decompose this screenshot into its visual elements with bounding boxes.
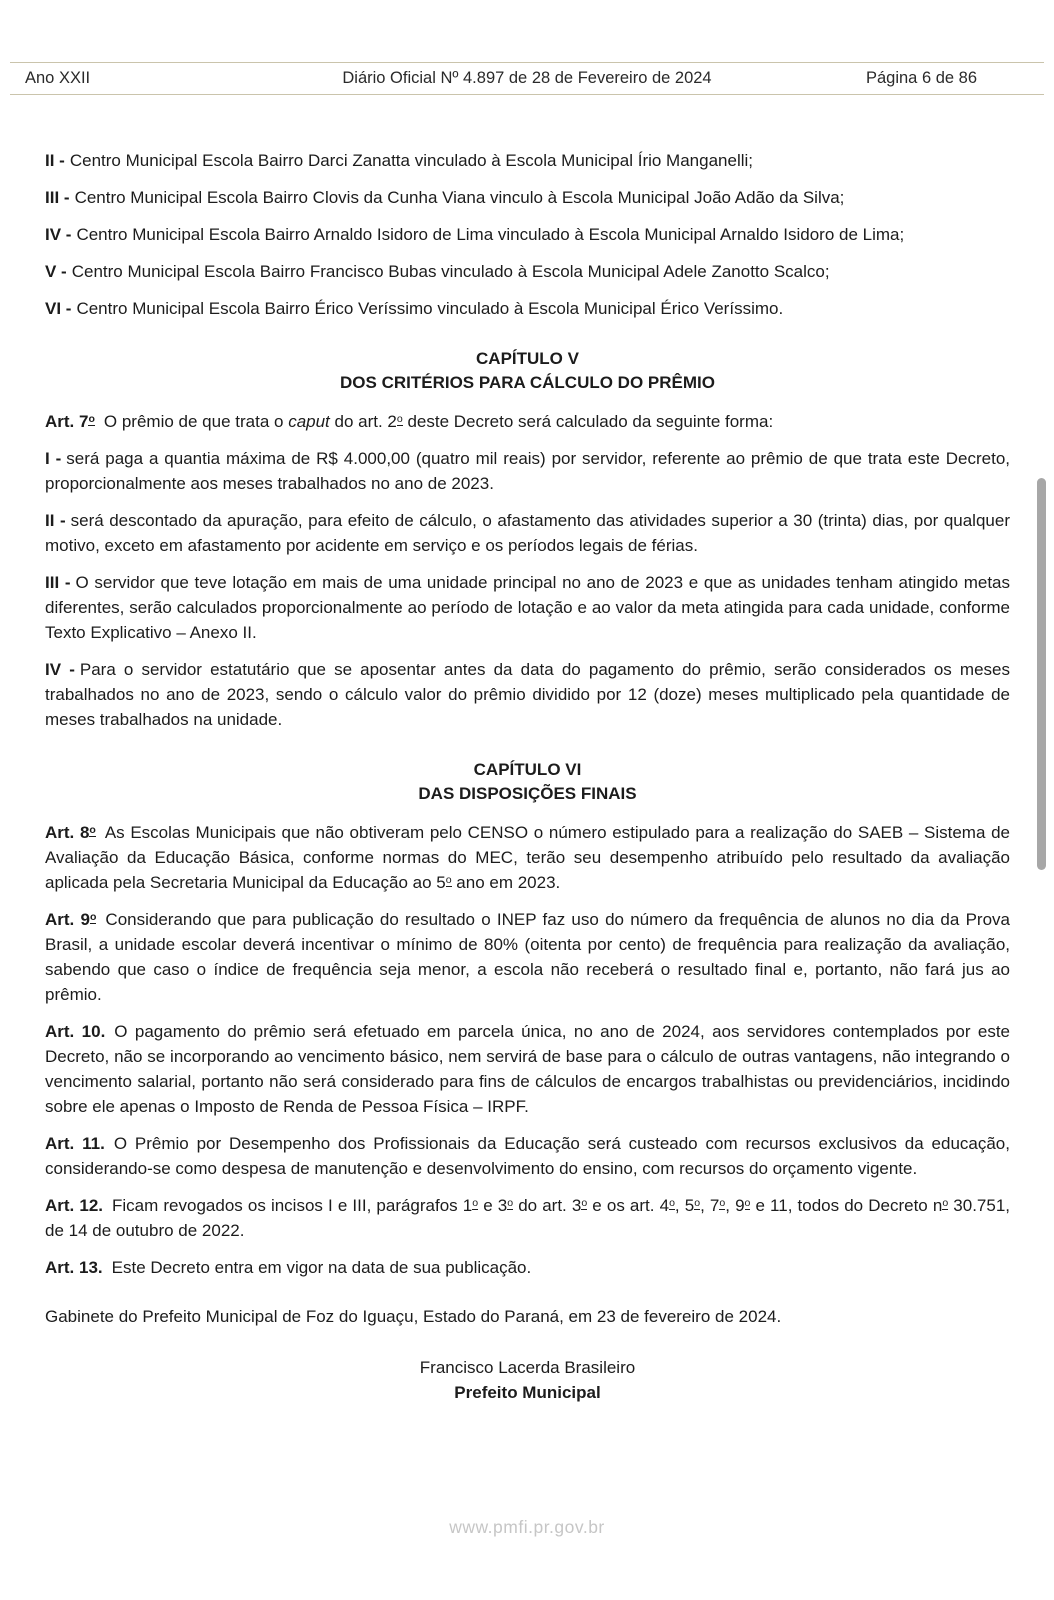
school-link-item	[45, 185, 1010, 210]
article-12	[45, 1193, 1010, 1243]
article-9	[45, 907, 1010, 1007]
vertical-scrollbar-thumb[interactable]	[1037, 478, 1046, 870]
footer-website: www.pmfi.pr.gov.br	[449, 1517, 605, 1537]
article-7	[45, 409, 1010, 434]
item-text: Centro Municipal Escola Bairro Érico Veríssimo vinculado à Escola Municipal Érico Veríssimo.	[76, 299, 784, 318]
article-label: Art. 12.	[45, 1196, 104, 1215]
school-link-item	[45, 148, 1010, 173]
criteria-item	[45, 446, 1010, 496]
criteria-item	[45, 657, 1010, 732]
chapter-subtitle: DAS DISPOSIÇÕES FINAIS	[418, 784, 637, 803]
criteria-item	[45, 508, 1010, 558]
article-text: O pagamento do prêmio será efetuado em parcela única, no ano de 2024, aos servidores contemplados por este Decreto, não se incorporando ao vencimento básico, nem servirá de base para o cálculo de outras vantagens, não integrando o vencimento salarial, portanto não será considerado para fins de cálculos de encargos trabalhistas ou previdenciários, incidindo sobre ele apenas o Imposto de Renda de Pessoa Física – IRPF.	[45, 1022, 1010, 1116]
closing-line: Gabinete do Prefeito Municipal de Foz do Iguaçu, Estado do Paraná, em 23 de fevereiro de 2024.	[45, 1307, 782, 1326]
gazette-page-indicator: Página 6 de 86	[865, 69, 977, 87]
item-text: Centro Municipal Escola Bairro Clovis da Cunha Viana vinculo à Escola Municipal João Adão da Silva;	[74, 188, 845, 207]
article-text: As Escolas Municipais que não obtiveram pelo CENSO o número estipulado para a realização do SAEB – Sistema de Avaliação da Educação Básica, conforme normas do MEC, terão seu desempenho atribuído pelo resultado da avaliação aplicada pela Secretaria Municipal da Educação ao 5o ano em 2023.	[45, 823, 1010, 892]
item-numeral: I -	[45, 449, 62, 468]
item-text: será paga a quantia máxima de R$ 4.000,00 (quatro mil reais) por servidor, referente ao prêmio de que trata este Decreto, proporcionalmente aos meses trabalhados no ano de 2023.	[45, 449, 1011, 493]
chapter-v-heading	[45, 347, 1010, 395]
item-numeral: IV -	[45, 660, 75, 679]
gazette-year: Ano XXII	[25, 69, 91, 87]
school-link-item	[45, 222, 1010, 247]
school-link-item	[45, 259, 1010, 284]
item-numeral: IV -	[45, 225, 72, 244]
item-text: Centro Municipal Escola Bairro Arnaldo Isidoro de Lima vinculado à Escola Municipal Arnaldo Isidoro de Lima;	[76, 225, 905, 244]
article-label: Art. 10.	[45, 1022, 106, 1041]
signature-name: Francisco Lacerda Brasileiro	[419, 1358, 636, 1377]
item-text: Centro Municipal Escola Bairro Darci Zanatta vinculado à Escola Municipal Írio Manganelli;	[69, 151, 753, 170]
article-13	[45, 1255, 1010, 1280]
item-text: Centro Municipal Escola Bairro Francisco Bubas vinculado à Escola Municipal Adele Zanotto Scalco;	[71, 262, 830, 281]
article-8	[45, 820, 1010, 895]
item-text: Para o servidor estatutário que se aposentar antes da data do pagamento do prêmio, serão considerados os meses trabalhados no ano de 2023, sendo o cálculo valor do prêmio dividido por 12 (doze) meses multiplicado pela quantidade de meses trabalhados na unidade.	[45, 660, 1010, 729]
gazette-title: Diário Oficial Nº 4.897 de 28 de Fevereiro de 2024	[342, 69, 712, 87]
chapter-title: CAPÍTULO VI	[473, 760, 582, 779]
chapter-title: CAPÍTULO V	[476, 349, 579, 368]
article-label: Art. 8o	[45, 823, 96, 842]
article-text: O Prêmio por Desempenho dos Profissionais da Educação será custeado com recursos exclusivos da educação, considerando-se como despesa de manutenção e desenvolvimento do ensino, com recursos do orçamento vigente.	[45, 1134, 1010, 1178]
signature-block	[45, 1355, 1010, 1405]
item-text: O servidor que teve lotação em mais de uma unidade principal no ano de 2023 e que as unidades tenham atingido metas diferentes, serão calculados proporcionalmente ao período de lotação e ao valor da meta atingida para cada unidade, conforme Texto Explicativo – Anexo II.	[45, 573, 1010, 642]
chapter-subtitle: DOS CRITÉRIOS PARA CÁLCULO DO PRÊMIO	[340, 373, 715, 392]
item-numeral: III -	[45, 573, 71, 592]
decree-document	[45, 148, 1010, 1405]
criteria-item	[45, 570, 1010, 645]
article-text: Este Decreto entra em vigor na data de sua publicação.	[111, 1258, 532, 1277]
article-text: Ficam revogados os incisos I e III, parágrafos 1o e 3o do art. 3o e os art. 4o, 5o, 7o, 9o e 11, todos do Decreto no 30.751, de 14 de outubro de 2022.	[45, 1196, 1011, 1240]
chapter-vi-heading	[45, 758, 1010, 806]
article-label: Art. 11.	[45, 1134, 105, 1153]
signature-role: Prefeito Municipal	[454, 1383, 601, 1402]
article-text: do art. 2o deste Decreto será calculado da seguinte forma:	[329, 412, 774, 431]
article-text: Considerando que para publicação do resultado o INEP faz uso do número da frequência de alunos no dia da Prova Brasil, a unidade escolar deverá incentivar o mínimo de 80% (oitenta por cento) de frequência para realização da avaliação, sabendo que caso o índice de frequência seja menor, a escola não receberá o resultado final e, portanto, não fará jus ao prêmio.	[45, 910, 1010, 1004]
article-text-italic: caput	[288, 412, 330, 431]
item-numeral: VI -	[45, 299, 72, 318]
article-text: O prêmio de que trata o	[103, 412, 289, 431]
school-link-item	[45, 296, 1010, 321]
item-numeral: II -	[45, 511, 66, 530]
article-11	[45, 1131, 1010, 1181]
item-numeral: II -	[45, 151, 65, 170]
gazette-header	[10, 62, 1044, 95]
item-numeral: III -	[45, 188, 70, 207]
page-footer	[0, 1517, 1054, 1538]
item-text: será descontado da apuração, para efeito de cálculo, o afastamento das atividades superior a 30 (trinta) dias, por qualquer motivo, exceto em afastamento por acidente em serviço e os períodos legais de férias.	[45, 511, 1010, 555]
article-10	[45, 1019, 1010, 1119]
item-numeral: V -	[45, 262, 67, 281]
article-label: Art. 9o	[45, 910, 97, 929]
article-label: Art. 13.	[45, 1258, 103, 1277]
article-label: Art. 7o	[45, 412, 95, 431]
